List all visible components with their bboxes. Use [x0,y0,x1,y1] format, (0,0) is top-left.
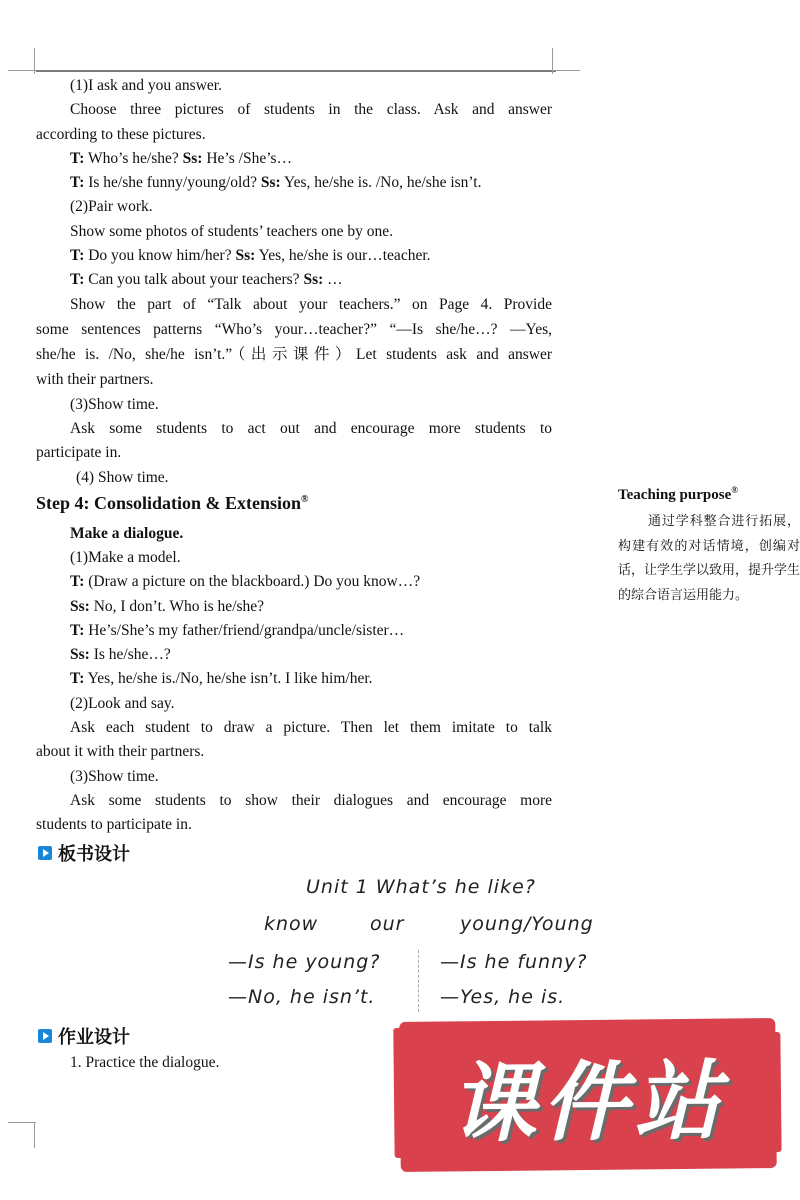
board-design-heading: 板书设计 [38,840,130,866]
text-line: Ask each student to draw a picture. Then let them imitate to talk [70,719,552,736]
text-line: (3)Show time. [70,396,159,413]
board-word: our [370,913,405,935]
dialogue-line: T: (Draw a picture on the blackboard.) Do you know…? [70,573,421,590]
text-line: she/he is. /No, she/he isn’t.”（出示课件）Let students ask and answer [36,346,552,363]
dialogue-line: T: He’s/She’s my father/friend/grandpa/uncle/sister… [70,622,405,639]
board-answer-right: —Yes, he is. [440,986,566,1008]
board-question-right: —Is he funny? [440,951,588,973]
text-line: (3)Show time. [70,768,159,785]
text-line: students to participate in. [36,816,192,833]
play-icon [38,1029,52,1043]
text-line: according to these pictures. [36,126,206,143]
board-title: Unit 1 What’s he like? [306,876,536,898]
crop-mark [552,48,553,74]
homework-heading: 作业设计 [38,1023,130,1049]
text-line: with their partners. [36,371,154,388]
board-divider [418,950,419,1012]
header-rule [36,70,556,72]
dialogue-line: T: Can you talk about your teachers? Ss: … [70,271,343,288]
watermark-stamp [399,1018,777,1172]
text-line: Make a dialogue. [70,525,184,542]
play-icon [38,846,52,860]
text-line: participate in. [36,444,122,461]
dialogue-line: Ss: Is he/she…? [70,646,171,663]
board-word: young/Young [460,913,594,935]
text-line: about it with their partners. [36,743,205,760]
crop-mark [552,70,580,71]
text-line: (2)Pair work. [70,198,153,215]
text-line: Ask some students to show their dialogues and encourage more [70,792,552,809]
dialogue-line: T: Who’s he/she? Ss: He’s /She’s… [70,150,293,167]
watermark-text: 课件站 [449,1051,727,1155]
text-line: Choose three pictures of students in the class. Ask and answer [70,101,552,118]
sidebar-title: Teaching purpose® [618,485,738,503]
text-line: Show the part of “Talk about your teachers.” on Page 4. Provide [70,296,552,313]
homework-item: 1. Practice the dialogue. [70,1054,220,1071]
text-line: (4) Show time. [76,469,169,486]
board-answer-left: —No, he isn’t. [228,986,376,1008]
crop-mark [34,1122,35,1148]
text-line: (2)Look and say. [70,695,175,712]
dialogue-line: Ss: No, I don’t. Who is he/she? [70,598,265,615]
text-line: (1)I ask and you answer. [70,77,222,94]
crop-mark [34,48,35,74]
crop-mark [8,1122,36,1123]
board-word: know [264,913,319,935]
dialogue-line: T: Is he/she funny/young/old? Ss: Yes, he/she is. /No, he/she isn’t. [70,174,482,191]
text-line: some sentences patterns “Who’s your…teacher?” “—Is she/he…? —Yes, [36,321,552,338]
sidebar-note: 通过学科整合进行拓展，构建有效的对话情境，创编对话，让学生学以致用，提升学生的综合语言运用能力。 [618,514,800,603]
board-question-left: —Is he young? [228,951,381,973]
step-heading: Step 4: Consolidation & Extension® [36,493,309,513]
text-line: Show some photos of students’ teachers one by one. [70,223,394,240]
text-line: Ask some students to act out and encourage more students to [70,420,552,437]
dialogue-line: T: Yes, he/she is./No, he/she isn’t. I like him/her. [70,670,373,687]
dialogue-line: T: Do you know him/her? Ss: Yes, he/she is our…teacher. [70,247,431,264]
text-line: (1)Make a model. [70,549,181,566]
